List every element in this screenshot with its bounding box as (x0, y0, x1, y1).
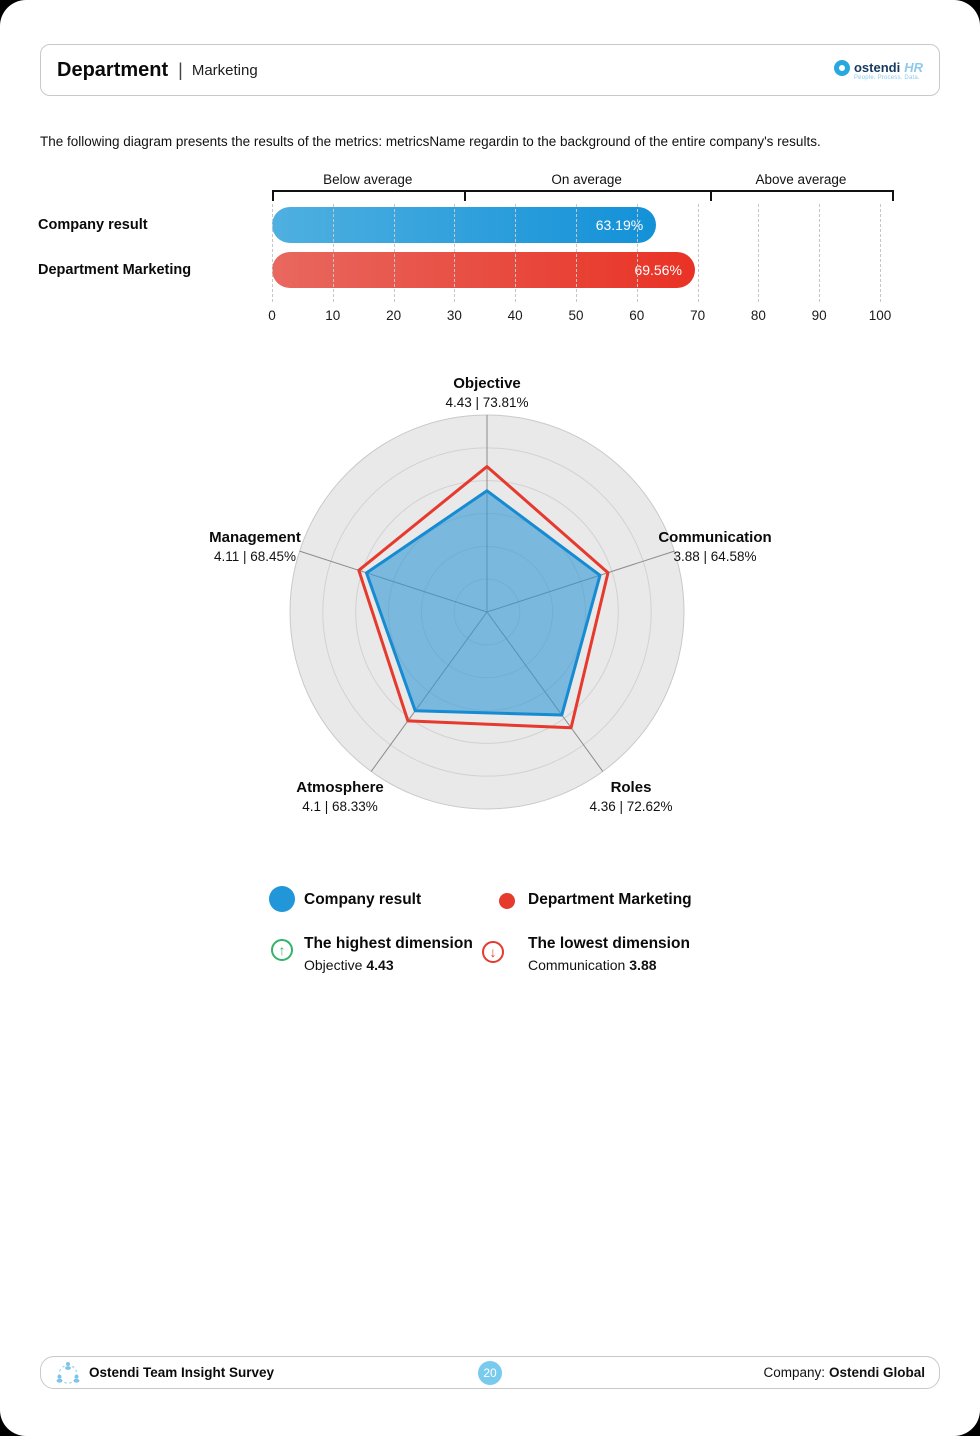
title-separator: | (178, 59, 183, 80)
highest-dimension-value (304, 957, 394, 973)
radar-chart (240, 403, 740, 823)
page-title: Department (57, 58, 169, 81)
header-box (40, 44, 940, 96)
footer-company (763, 1365, 925, 1380)
gridline (576, 204, 577, 302)
highest-dimension-name: Objective (304, 957, 363, 973)
axis-tick-label: 90 (811, 308, 827, 323)
company-result-dot (269, 886, 295, 912)
gridline (819, 204, 820, 302)
axis-tick-label: 100 (868, 308, 892, 323)
axis-tick-label: 20 (386, 308, 402, 323)
bracket-tick (892, 190, 894, 201)
brand-name: ostendi (853, 60, 901, 75)
brand-tagline: People. Process. Data. (853, 74, 920, 81)
axis-tick-label: 70 (690, 308, 706, 323)
axis-tick-label: 80 (750, 308, 766, 323)
legend-department-label: Department Marketing (528, 891, 692, 908)
axis-tick-label: 40 (507, 308, 523, 323)
footer-box (40, 1356, 940, 1389)
bar-row-label-company: Company result (38, 217, 148, 233)
brand-logo-row (834, 60, 923, 76)
brand-suffix: HR (904, 60, 923, 75)
gridline (394, 204, 395, 302)
arrow-down-icon: ↓ (482, 941, 504, 963)
brand-logo (834, 60, 923, 81)
page-subtitle: Marketing (191, 61, 258, 79)
arrow-up-icon: ↑ (271, 939, 293, 961)
gridline (758, 204, 759, 302)
footer-survey-title: Ostendi Team Insight Survey (89, 1365, 275, 1380)
radar-axis-title: Roles (610, 779, 652, 796)
lowest-dimension-number: 3.88 (629, 957, 657, 973)
radar-label-objective (337, 375, 637, 410)
gridline (454, 204, 455, 302)
gridline (698, 204, 699, 302)
radar-axis-title: Atmosphere (296, 779, 384, 796)
bracket-tick (710, 190, 712, 201)
company-result-value: 63.19% (595, 217, 644, 233)
axis-tick-label: 10 (325, 308, 341, 323)
footer-company-name: Ostendi Global (828, 1365, 925, 1380)
axis-tick-label: 50 (568, 308, 584, 323)
intro-text: The following diagram presents the results of the metrics: metricsName regardin to the background of the entire company's results. (40, 134, 821, 149)
gridline (880, 204, 881, 302)
comparison-bar-chart (0, 170, 980, 335)
scale-band-label: Below average (323, 172, 413, 187)
gridline (637, 204, 638, 302)
radar-axis-title: Objective (453, 375, 521, 392)
radar-label-communication (640, 529, 790, 564)
company-result-bar (272, 207, 656, 243)
radar-label-atmosphere (265, 779, 415, 814)
department-marketing-value: 69.56% (634, 262, 682, 278)
lowest-dimension-name: Communication (528, 957, 626, 973)
radar-axis-value: 4.43 | 73.81% (445, 395, 529, 410)
scale-bracket (272, 190, 892, 192)
radar-label-roles (556, 779, 706, 814)
footer-company-label: Company: (763, 1365, 825, 1380)
highest-dimension-title: The highest dimension (304, 935, 473, 952)
gridline (333, 204, 334, 302)
department-marketing-bar (272, 252, 695, 288)
highest-dimension-number: 4.43 (366, 957, 394, 973)
bar-row-label-department: Department Marketing (38, 262, 192, 278)
donut-icon (834, 60, 850, 76)
axis-tick-label: 0 (268, 308, 276, 323)
radar-axis-value: 3.88 | 64.58% (673, 549, 757, 564)
gridline (272, 204, 273, 302)
lowest-dimension-title: The lowest dimension (528, 935, 690, 952)
bracket-tick (464, 190, 466, 201)
radar-axis-title: Communication (658, 529, 772, 546)
department-marketing-dot (499, 893, 515, 909)
radar-axis-value: 4.36 | 72.62% (589, 799, 673, 814)
radar-axis-title: Management (209, 529, 301, 546)
page-number-badge: 20 (478, 1361, 502, 1385)
bracket-tick (272, 190, 274, 201)
legend-company-label: Company result (304, 891, 422, 908)
axis-tick-label: 30 (446, 308, 462, 323)
team-icon (55, 1360, 81, 1386)
radar-axis-value: 4.11 | 68.45% (213, 549, 297, 564)
gridline (515, 204, 516, 302)
axis-tick-label: 60 (629, 308, 645, 323)
radar-axis-value: 4.1 | 68.33% (302, 799, 378, 814)
scale-band-label: Above average (755, 172, 847, 187)
scale-band-label: On average (551, 172, 622, 187)
radar-label-management (180, 529, 330, 564)
lowest-dimension-value (528, 957, 657, 973)
